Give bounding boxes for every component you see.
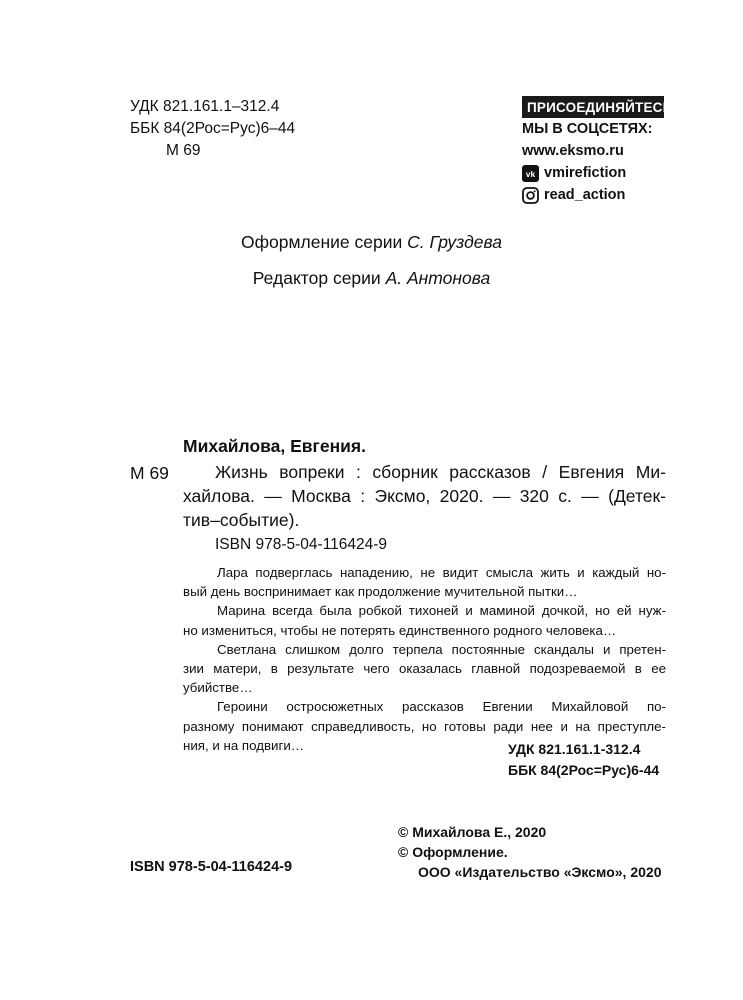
vk-icon — [522, 165, 539, 182]
biblio-line-1: Жизнь вопреки : сборник рассказов / Евгения Ми- — [215, 462, 666, 482]
bbk-code: ББК 84(2Рос=Рус)6–44 — [130, 120, 296, 137]
author-heading: Михайлова, Евгения. — [183, 436, 366, 456]
annotation-line: Марина всегда была робкой тихоней и маминой дочкой, но ей нуж- — [217, 603, 666, 619]
annotation-line: Лара подверглась нападению, не видит смысла жить и каждый но- — [217, 565, 666, 580]
udk-code: УДК 821.161.1–312.4 — [130, 98, 280, 115]
designer-name: С. Груздева — [407, 232, 502, 252]
annotation-line: ния, и на подвиги… — [183, 737, 305, 753]
copyright-block — [398, 822, 661, 882]
instagram-handle: read_action — [544, 187, 626, 203]
instagram-icon — [522, 187, 539, 204]
instagram-link[interactable] — [522, 184, 664, 206]
editor-prefix: Редактор серии — [252, 268, 386, 288]
vk-handle: vmirefiction — [544, 165, 627, 181]
bibliographic-description — [183, 460, 666, 532]
biblio-line-2: хайлова. — Москва : Эксмо, 2020. — 320 с. — (Детек- — [183, 486, 666, 506]
bottom-bbk: ББК 84(2Рос=Рус)6-44 — [508, 762, 660, 778]
author-mark: М 69 — [166, 142, 201, 159]
social-block — [522, 96, 673, 206]
bottom-classification — [508, 739, 659, 781]
annotation-line: вый день воспринимает как продолжение мучительной пытки… — [183, 584, 578, 600]
series-design-credit — [0, 232, 743, 253]
biblio-author-mark: М 69 — [130, 463, 169, 483]
bottom-isbn: ISBN 978-5-04-116424-9 — [130, 859, 293, 875]
classification-block — [130, 96, 295, 162]
series-editor-credit — [0, 268, 743, 289]
annotation-line: зии матери, в результате чего оказалась главной подозреваемой в ее — [183, 661, 666, 677]
svg-text:vk: vk — [525, 168, 536, 179]
biblio-line-3: тив–событие). — [183, 510, 300, 530]
design-prefix: Оформление серии — [241, 232, 408, 252]
annotation-line: Светлана слишком долго терпела постоянные скандалы и претен- — [217, 641, 666, 657]
copyright-publisher: ООО «Издательство «Эксмо», 2020 — [418, 864, 662, 880]
copyright-design: © Оформление. — [398, 844, 508, 860]
annotation-line: Героини остросюжетных рассказов Евгении Михайловой по- — [217, 699, 666, 715]
annotation-line: разному понимают справедливость, но готовы ради нее и на преступле- — [183, 718, 666, 734]
copyright-author: © Михайлова Е., 2020 — [398, 824, 547, 840]
annotation-line: но измениться, чтобы не потерять единственного родного человека… — [183, 622, 617, 638]
annotation-line: убийстве… — [183, 680, 253, 696]
annotation — [183, 563, 666, 755]
editor-name: А. Антонова — [385, 268, 491, 288]
bottom-udk: УДК 821.161.1-312.4 — [508, 741, 641, 757]
website-link[interactable]: www.eksmo.ru — [522, 143, 624, 159]
vk-link[interactable] — [522, 162, 664, 184]
social-subtitle: МЫ В СОЦСЕТЯХ: — [522, 121, 653, 137]
isbn-entry: ISBN 978-5-04-116424-9 — [215, 536, 388, 553]
join-banner: ПРИСОЕДИНЯЙТЕСЬ — [522, 96, 664, 118]
